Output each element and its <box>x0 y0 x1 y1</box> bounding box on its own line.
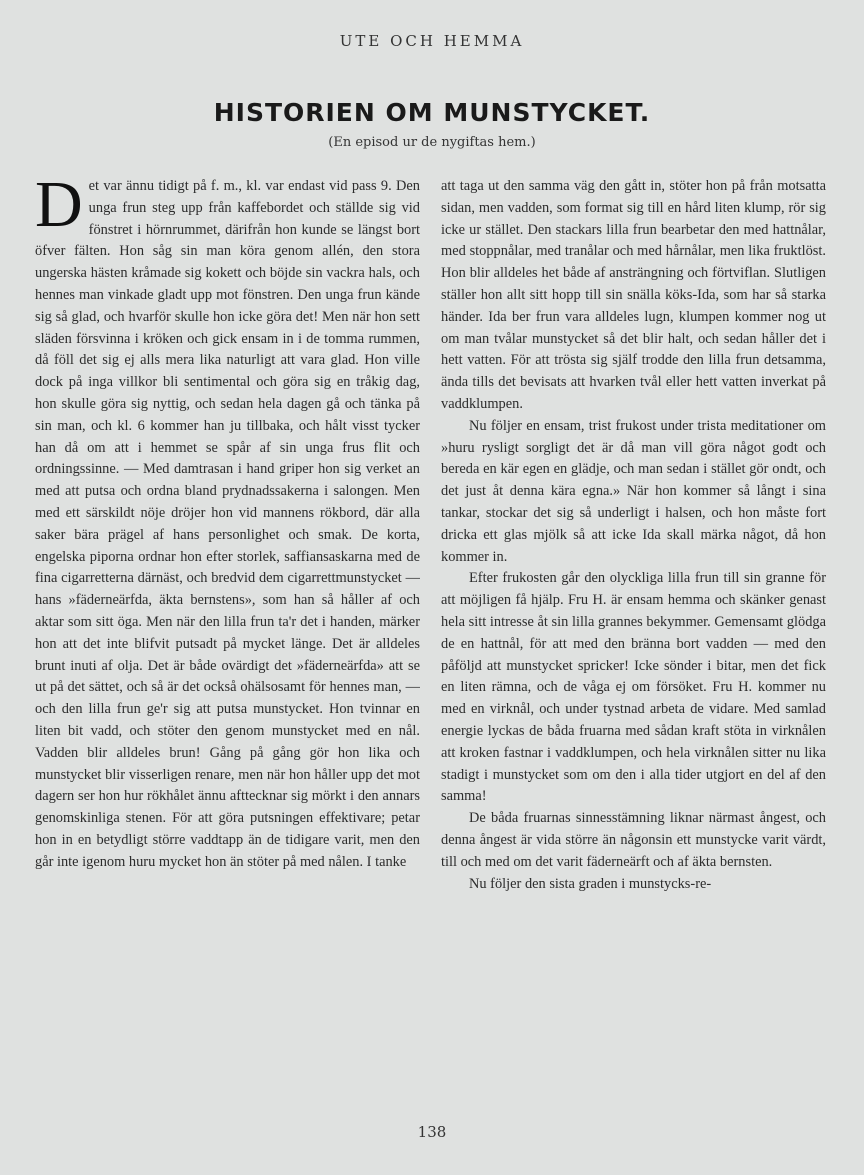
article-title: HISTORIEN OM MUNSTYCKET. <box>213 98 651 127</box>
paragraph: De båda fruarnas sinnesstämning liknar närmast ångest, och denna ångest är vida större än någonsin ett munstycke varit värdt, till och med om det varit fäderneärft och af äkta bernsten. <box>441 810 826 870</box>
running-head: UTE OCH HEMMA <box>339 32 525 50</box>
paragraph: Efter frukosten går den olyckliga lilla frun till sin granne för att möjligen få hjälp. Fru H. är ensam hemma och skänker genast hela sitt intresse åt sin lilla grannes bekymmer. Gemensamt glödga de en hattnål, för att med den bränna bort vadden — med den påföljd att munstycket spricker! Icke sönder i bitar, men det fick en liten rämna, och de våga ej om försöket. Fru H. kommer nu med en virknål, och under tystnad arbeta de vidare. Med samlad energie lyckas de båda fruarna med sådan kraft stöta in virknålen att kroken fastnar i vaddklumpen, och hela virknålen sitter nu lika stadigt i munstycket som om den i alla tider utgjort en del af den samma! <box>441 570 826 805</box>
paragraph-text: et var ännu tidigt på f. m., kl. var endast vid pass 9. Den unga frun steg upp från kaffebordet och ställde sig vid fönstret i hörnrummet, därifrån hon kunde se längst bort öfver fälten. Hon såg sin man köra genom allén, den stora ungerska hästen kråmade sig kokett och böjde sin vackra hals, och hennes man vinkade gladt upp mot fönstren. Den unga frun kände sig så glad, och hvarför skulle hon icke göra det! Men när hon sett släden försvinna i kröken och gick ensam in i de tomma rummen, då föll det sig ej alls mera lika naturligt att vara glad. Hon ville dock på inga villkor bli sentimental och göra sig en tråkig dag, hon skulle göra sig nyttig, och sedan hela dagen gå och tänka på sin man, och kl. 6 kommer han ju tillbaka, och hålt visst tycker han då om att i hemmet se spår af sin unga frus flit och ordningssinne. — Med damtrasan i hand griper hon sig verket an med att putsa och ordna bland prydnadssakerna i salongen. Men med ett särskildt nöje dröjer hon vid mannens rökbord, där alla saker bära prägel af hans personlighet och smak. De korta, engelska piporna ordnar hon efter storlek, saffiansaskarna med de fina cigarretterna därnäst, och bredvid dem cigarrettmunstycket — hans »fäderneärfda, äkta bernstens», som han så håller af och aktar som sitt öga. Men när den lilla frun ta'r det i handen, märker hon att det inte blifvit putsadt på mycket länge. Det är alldeles brunt inuti af olja. Det är både ovärdigt det »fäderneärfda» att se ut på det sättet, och så är det också ohälsosamt för hennes man, — och den lilla frun ge'r sig att putsa munstycket. Hon tvinnar en liten bit vadd, och stöter den genom munstycket med en nål. Vadden blir alldeles brun! Gång på gång gör hon lika och munstycket blir visserligen renare, men när hon håller upp det mot dagern ser hon hur rökhålet ännu afttecknar sig mörkt i den annars genomskinliga stenen. För att göra putsningen effektivare; petar hon in en betydligt större vaddtapp än de tidigare varit, men den går inte igenom huru mycket hon än stöter på med nålen. I tanke <box>35 178 420 870</box>
drop-cap: D <box>35 176 83 241</box>
article-subtitle: (En episod ur de nygiftas hem.) <box>328 135 536 150</box>
page-number: 138 <box>417 1123 447 1141</box>
paragraph: Nu följer den sista graden i munstycks-re- <box>469 875 712 892</box>
left-column <box>35 176 420 1101</box>
paragraph: Nu följer en ensam, trist frukost under trista meditationer om »huru rysligt sorgligt det är då man vill göra något godt och bereda en kär egen en glädje, och man sedan i stället gör ondt, och det just åt denna kära egna.» När hon kommer så långt i sina tankar, stockar det sig så underligt i halsen, och hon måste fort dricka ett glas mjölk så att icke Ida skall märka något, då hon kommer in. <box>441 417 826 565</box>
paragraph: att taga ut den samma väg den gått in, stöter hon på från motsatta sidan, men vadden, som format sig till en hård liten klump, rör sig icke ur stället. Den stackars lilla frun bearbetar den med hattnålar, med stoppnålar, med tranålar och med hårnålar, men lika fruktlöst. Hon blir alldeles het både af ansträngning och förtviflan. Slutligen ställer hon allt sitt hopp till sin snälla köks-Ida, som har så starka händer. Ida ber frun vara alldeles lugn, klumpen kommer nog ut om man tvålar munstycket så det blir halt, och sedan håller det i hett vatten. För att trösta sig själf trodde den lilla frun detsamma, ända tills det bevisats att hvarken tvål eller hett vatten inverkat på vaddklumpen. <box>441 178 826 412</box>
right-column <box>441 176 826 1101</box>
paragraph <box>35 176 420 874</box>
